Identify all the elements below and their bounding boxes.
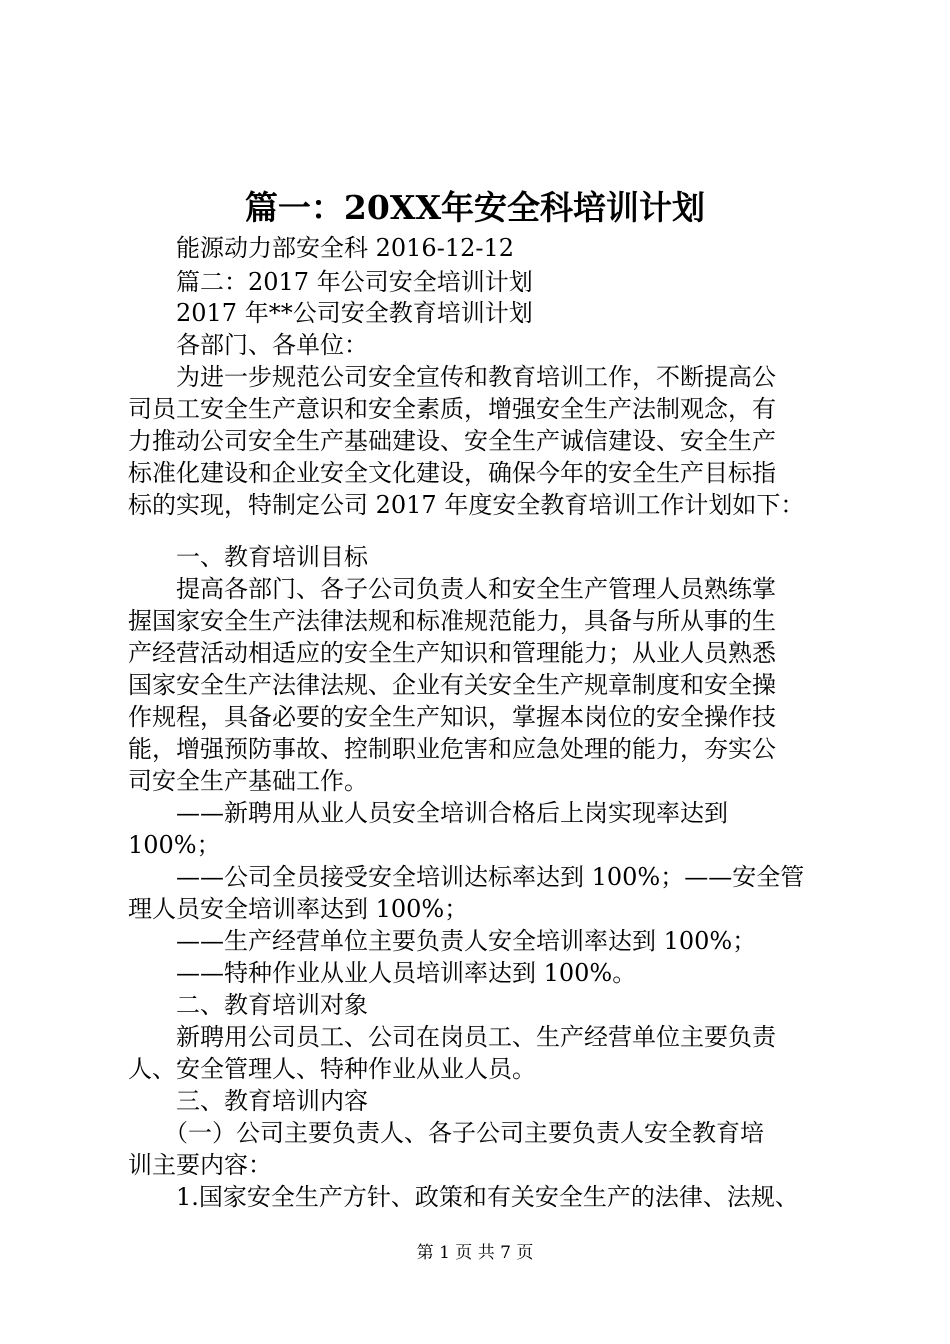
body-line: 新聘用公司员工、公司在岗员工、生产经营单位主要负责 (128, 1023, 776, 1051)
body-line: 能，增强预防事故、控制职业危害和应急处理的能力，夯实公 (128, 735, 776, 763)
section-heading: 二、教育培训对象 (128, 991, 368, 1019)
page-number: 第 1 页 共 7 页 (416, 1243, 534, 1263)
body-line: 篇二：2017 年公司安全培训计划 (128, 268, 533, 296)
body-line: 100%； (128, 831, 221, 859)
body-line: 国家安全生产法律法规、企业有关安全生产规章制度和安全操 (128, 671, 776, 699)
body-line: ——特种作业从业人员培训率达到 100%。 (128, 959, 637, 987)
body-line: 训主要内容： (128, 1151, 272, 1179)
body-line: 产经营活动相适应的安全生产知识和管理能力；从业人员熟悉 (128, 639, 776, 667)
body-line: 2017 年**公司安全教育培训计划 (128, 299, 533, 327)
body-line: 为进一步规范公司安全宣传和教育培训工作，不断提高公 (128, 363, 776, 391)
body-line: 作规程，具备必要的安全生产知识，掌握本岗位的安全操作技 (128, 703, 776, 731)
body-line: 人、安全管理人、特种作业从业人员。 (128, 1055, 536, 1083)
body-line: ——生产经营单位主要负责人安全培训率达到 100%； (128, 927, 757, 955)
body-line: 提高各部门、各子公司负责人和安全生产管理人员熟练掌 (128, 575, 776, 603)
document-title: 篇一：20XX年安全科培训计划 (244, 188, 706, 227)
body-line: 握国家安全生产法律法规和标准规范能力，具备与所从事的生 (128, 607, 776, 635)
body-line: 1.国家安全生产方针、政策和有关安全生产的法律、法规、 (128, 1183, 799, 1211)
body-line: 各部门、各单位： (128, 331, 368, 359)
section-heading: 一、教育培训目标 (128, 543, 368, 571)
body-line: 标准化建设和企业安全文化建设，确保今年的安全生产目标指 (128, 459, 776, 487)
body-line: 理人员安全培训率达到 100%； (128, 895, 469, 923)
section-heading: 三、教育培训内容 (128, 1087, 368, 1115)
body-line: 司员工安全生产意识和安全素质，增强安全生产法制观念，有 (128, 395, 776, 423)
body-line: 力推动公司安全生产基础建设、安全生产诚信建设、安全生产 (128, 427, 776, 455)
body-line: 能源动力部安全科 2016-12-12 (128, 234, 515, 262)
body-line: 标的实现，特制定公司 2017 年度安全教育培训工作计划如下： (128, 491, 805, 519)
body-line: 司安全生产基础工作。 (128, 767, 368, 795)
body-line: ——新聘用从业人员安全培训合格后上岗实现率达到 (128, 799, 728, 827)
body-line: ——公司全员接受安全培训达标率达到 100%；——安全管 (128, 863, 805, 891)
body-line: （一）公司主要负责人、各子公司主要负责人安全教育培 (128, 1119, 764, 1147)
